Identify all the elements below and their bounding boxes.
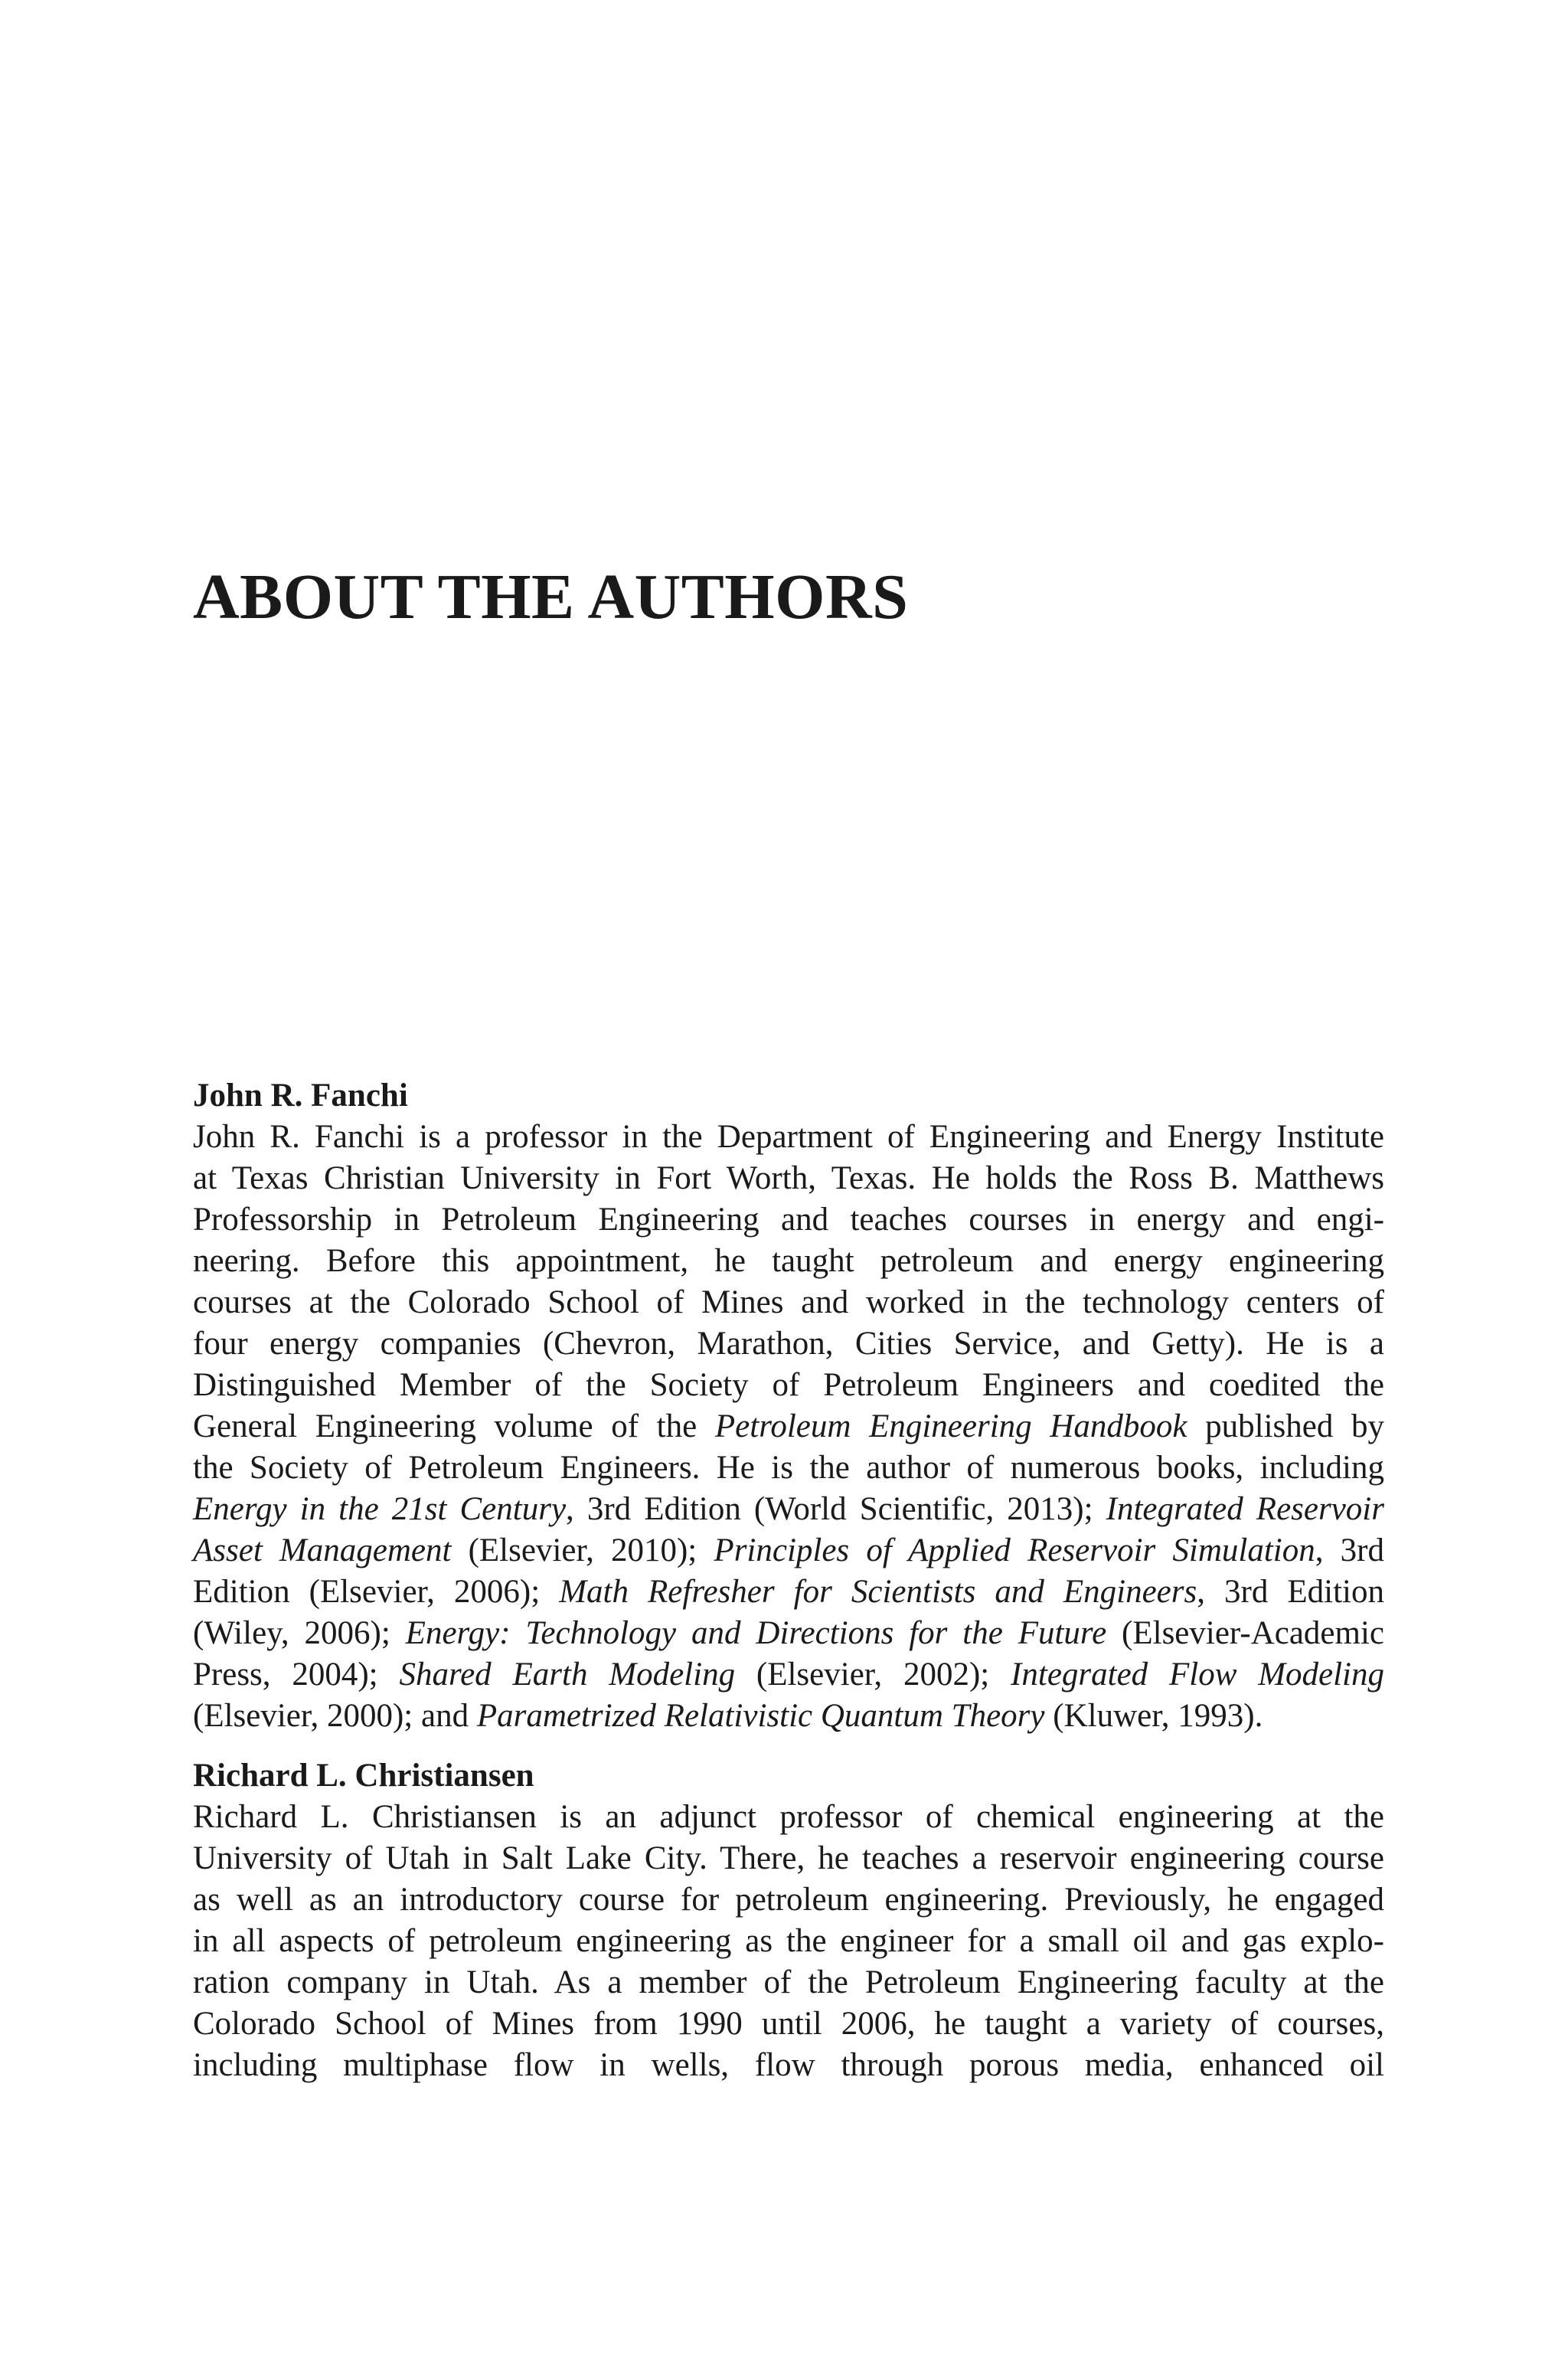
- bio-text: (Elsevier, 2010);: [451, 1532, 714, 1568]
- bio-text: ration company in Utah. As a member of the Petroleum Engineering faculty at the: [193, 1964, 1384, 2000]
- bio-text: (Wiley, 2006);: [193, 1615, 406, 1651]
- book-title: Energy: Technology and Directions for the Future: [405, 1615, 1107, 1651]
- bio-line: [193, 1530, 1384, 1572]
- bio-text: in all aspects of petroleum engineering as the engineer for a small oil and gas explo-: [193, 1923, 1384, 1959]
- bio-line: [193, 1158, 1384, 1199]
- bio-text: (Elsevier, 2002);: [735, 1657, 1011, 1693]
- bio-text: (Elsevier-Academic: [1106, 1615, 1384, 1651]
- bio-text: Richard L. Christiansen is an adjunct professor of chemical engineering at the: [193, 1799, 1384, 1835]
- bio-text: Press, 2004);: [193, 1657, 400, 1693]
- book-title: Integrated Flow Modeling: [1011, 1657, 1385, 1693]
- bio-line: [193, 1572, 1384, 1613]
- book-title: Asset Management: [193, 1532, 452, 1568]
- book-title: Math Refresher for Scientists and Engineers: [559, 1574, 1197, 1610]
- author-name: John R. Fanchi: [193, 1078, 408, 1114]
- bio-text: four energy companies (Chevron, Marathon, Cities Service, and Getty). He is a: [193, 1326, 1384, 1362]
- book-title: Principles of Applied Reservoir Simulation: [714, 1532, 1315, 1568]
- bio-line: [193, 1696, 1384, 1737]
- bio-text: (Kluwer, 1993).: [1044, 1698, 1263, 1734]
- bio-text: , 3rd Edition: [1197, 1574, 1384, 1610]
- bio-line: [193, 1447, 1384, 1489]
- bio-text: courses at the Colorado School of Mines and worked in the technology centers of: [193, 1284, 1384, 1320]
- bio-line: [193, 1282, 1384, 1323]
- bio-text: John R. Fanchi is a professor in the Department of Engineering and Energy Institute: [193, 1119, 1384, 1155]
- bio-text: General Engineering volume of the: [193, 1408, 715, 1444]
- book-title: Integrated Reservoir: [1106, 1491, 1384, 1527]
- bio-text: University of Utah in Salt Lake City. There, he teaches a reservoir engineering course: [193, 1840, 1384, 1876]
- bio-text: the Society of Petroleum Engineers. He is the author of numerous books, including: [193, 1450, 1384, 1486]
- bio-line: [193, 1797, 1384, 1838]
- book-title: Parametrized Relativistic Quantum Theory: [476, 1698, 1045, 1734]
- bio-text: neering. Before this appointment, he taught petroleum and energy engineering: [193, 1243, 1384, 1279]
- bio-line: [193, 1117, 1384, 1158]
- bio-text: Professorship in Petroleum Engineering and teaches courses in energy and engi-: [193, 1202, 1384, 1238]
- bio-text: Edition (Elsevier, 2006);: [193, 1574, 560, 1610]
- bio-line: [193, 1241, 1384, 1282]
- bio-line: [193, 1613, 1384, 1654]
- bio-line: [193, 1879, 1384, 1921]
- bio-text: , 3rd Edition (World Scientific, 2013);: [566, 1491, 1106, 1527]
- bio-line: [193, 2003, 1384, 2045]
- bio-line: [193, 1365, 1384, 1406]
- bio-text: , 3rd: [1315, 1532, 1384, 1568]
- bio-text: Colorado School of Mines from 1990 until 2006, he taught a variety of courses,: [193, 2006, 1384, 2042]
- page-title: ABOUT THE AUTHORS: [193, 561, 909, 633]
- bio-line: [193, 1838, 1384, 1879]
- bio-line: [193, 1406, 1384, 1447]
- bio-text: as well as an introductory course for petroleum engineering. Previously, he engaged: [193, 1882, 1384, 1918]
- bio-text: published by: [1187, 1408, 1384, 1444]
- bio-text: (Elsevier, 2000); and: [193, 1698, 477, 1734]
- author-name: Richard L. Christiansen: [193, 1758, 534, 1794]
- book-title: Petroleum Engineering Handbook: [714, 1408, 1187, 1444]
- book-title: Shared Earth Modeling: [399, 1657, 736, 1693]
- book-title: Energy in the 21st Century: [193, 1491, 567, 1527]
- bio-line: [193, 1962, 1384, 2003]
- bio-line: [193, 1921, 1384, 1962]
- bio-line: [193, 1199, 1384, 1241]
- bio-line: [193, 1489, 1384, 1530]
- bio-line: [193, 1654, 1384, 1696]
- bio-text: Distinguished Member of the Society of Petroleum Engineers and coedited the: [193, 1367, 1384, 1403]
- bio-text: including multiphase flow in wells, flow through porous media, enhanced oil: [193, 2047, 1384, 2083]
- bio-line: [193, 1323, 1384, 1365]
- bio-line: [193, 2045, 1384, 2086]
- bio-text: at Texas Christian University in Fort Worth, Texas. He holds the Ross B. Matthews: [193, 1160, 1384, 1196]
